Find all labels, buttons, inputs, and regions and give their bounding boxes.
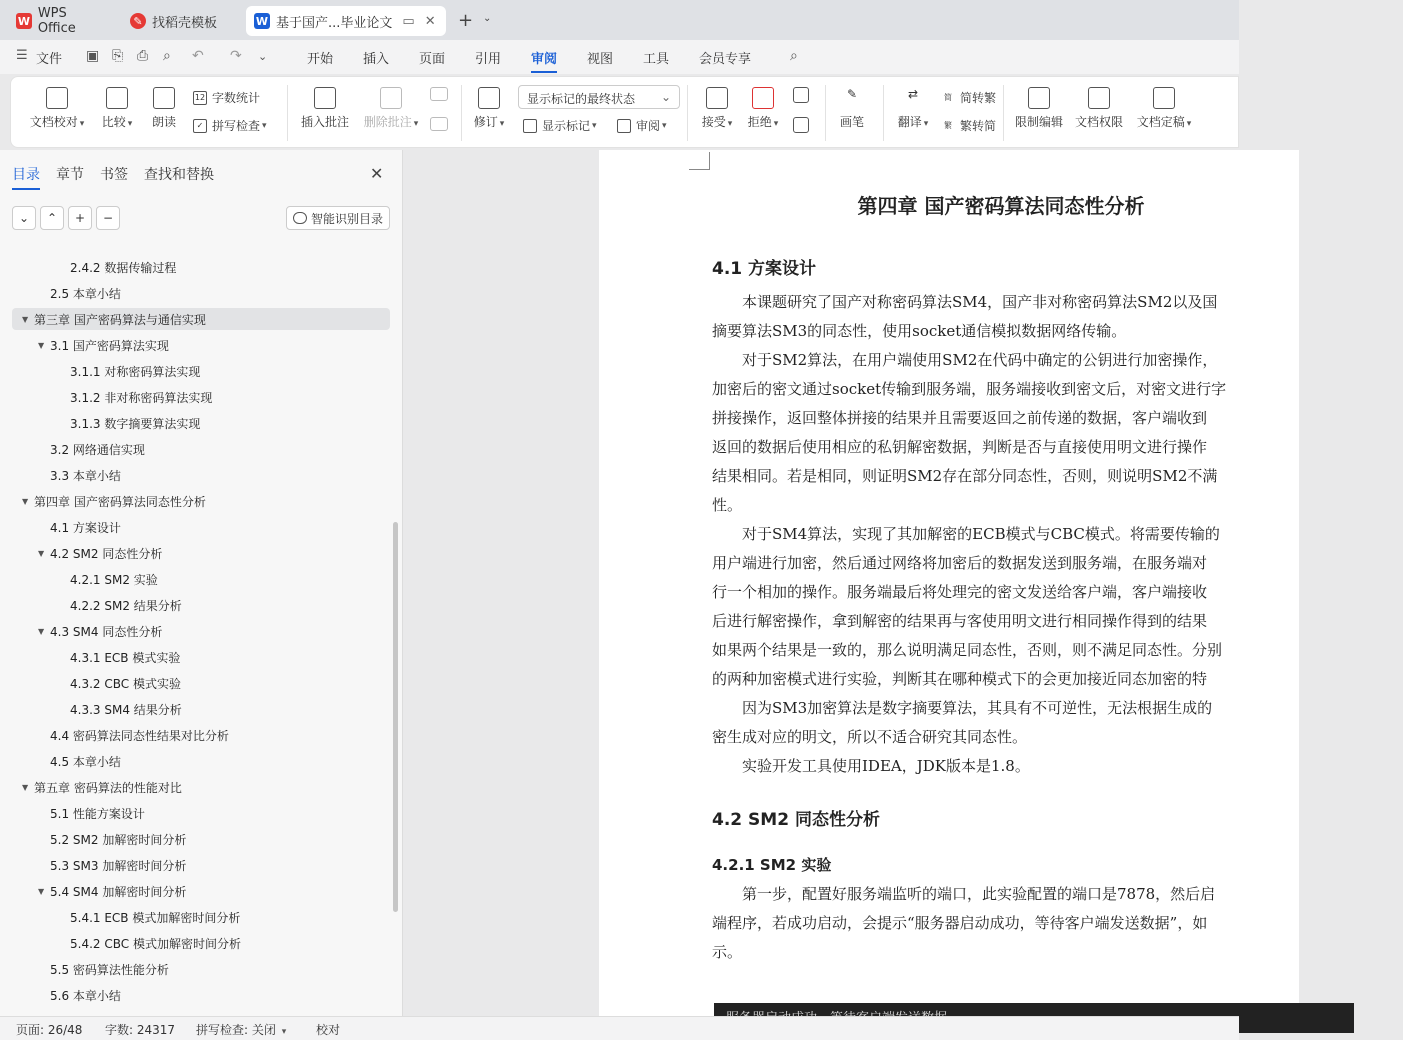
toc-item-label: 第五章 密码算法的性能对比	[34, 780, 182, 795]
prev-comment-icon	[430, 87, 448, 101]
toc-item[interactable]	[54, 256, 176, 278]
toc-item[interactable]	[54, 568, 158, 590]
toc-item[interactable]	[54, 594, 182, 616]
ribbon-divider	[461, 85, 462, 141]
text-line: 端程序，若成功启动，会提示“服务器启动成功，等待客户端发送数据”，如	[712, 914, 1208, 932]
chevron-down-icon: ⌄	[18, 211, 30, 225]
review-pane-icon	[617, 119, 631, 133]
word-count-button[interactable]: 12 字数统计	[194, 91, 261, 105]
show-markup-icon	[523, 119, 537, 133]
ribbon-divider	[687, 85, 688, 141]
toc-item[interactable]	[38, 984, 121, 1006]
menu-home[interactable]: 开始	[307, 52, 334, 67]
toc-item-label: 3.1.1 对称密码算法实现	[70, 364, 201, 379]
toc-item-label: 5.3 SM3 加解密时间分析	[50, 858, 187, 873]
chevron-down-icon[interactable]: ⌄	[258, 50, 268, 63]
to-simplified-button[interactable]: 繁 繁转简	[941, 117, 996, 134]
text-line: 如果两个结果是一致的，那么说明满足同态性，否则，则不满足同态性。分别	[712, 641, 1223, 659]
expand-down-button[interactable]	[12, 206, 36, 230]
text-line: 的两种加密模式进行实验，判断其在哪种模式下的会更加接近同态加密的特	[712, 670, 1208, 688]
toc-item-label: 5.1 性能方案设计	[50, 806, 145, 821]
accept-icon	[706, 87, 728, 109]
menu-member[interactable]: 会员专享	[699, 52, 752, 67]
tab-wps-office[interactable]	[8, 6, 116, 36]
comment-delete-icon	[380, 87, 402, 109]
menu-insert[interactable]: 插入	[363, 52, 390, 67]
pen-button[interactable]: ✎ 画笔	[839, 87, 864, 129]
markup-state-select[interactable]: 显示标记的最终状态 ⌄	[518, 85, 680, 109]
toc-item[interactable]	[38, 750, 121, 772]
text-line: 返回的数据后使用相应的私钥解密数据，判断是否与直接使用明文进行操作	[712, 438, 1208, 456]
close-icon[interactable]: ✕	[370, 164, 384, 183]
toc-item[interactable]	[54, 698, 182, 720]
window-tab-bar	[0, 0, 1239, 40]
text-line: 示。	[712, 943, 743, 961]
toc-item-label: 3.3 本章小结	[50, 468, 121, 483]
doc-permission-button[interactable]: 文档权限	[1073, 87, 1125, 130]
toc-item-label: 4.1 方案设计	[50, 520, 121, 535]
menu-reference[interactable]: 引用	[475, 52, 502, 67]
save-icon[interactable]: ▣	[86, 48, 100, 64]
menu-file[interactable]: 文件	[36, 52, 63, 67]
crop-mark	[709, 152, 710, 170]
doc-finalize-button[interactable]: 文档定稿 ▾	[1133, 87, 1195, 130]
prev-change-icon	[793, 87, 809, 103]
text-line: 拼接操作，返回整体拼接的结果并且需要返回之前传递的数据，客户端收到	[712, 409, 1208, 427]
collapse-up-button[interactable]	[40, 206, 64, 230]
tab-thesis-document[interactable]	[246, 6, 446, 36]
chevron-down-icon: ⌄	[660, 90, 671, 104]
crop-mark	[689, 169, 709, 170]
text-line: 摘要算法SM3的同态性，使用socket通信模拟数据网络传输。	[712, 322, 1127, 340]
toc-item-label: 4.2 SM2 同态性分析	[50, 546, 163, 561]
show-markup-button[interactable]: 显示标记 ▾	[523, 117, 597, 134]
link-icon[interactable]: ⎘	[112, 48, 124, 64]
collapse-triangle-icon[interactable]: ▼	[22, 496, 29, 506]
simplified-char-icon: 繁	[944, 121, 952, 130]
paragraph	[712, 880, 1352, 967]
toc-item[interactable]	[54, 412, 200, 434]
tab-toc[interactable]: 目录	[12, 164, 40, 190]
toc-item-label: 5.4.2 CBC 模式加解密时间分析	[70, 936, 241, 951]
nav-scrollbar[interactable]	[393, 522, 398, 912]
text-line: 本课题研究了国产对称密码算法SM4，国产非对称密码算法SM2以及国	[742, 293, 1218, 311]
toc-item[interactable]	[22, 490, 206, 512]
tab-window-icon[interactable]: ▭	[402, 13, 415, 29]
print-preview-icon[interactable]: ⌕	[163, 48, 171, 64]
redo-icon[interactable]: ↷	[230, 48, 242, 64]
navigation-pane	[0, 150, 403, 1016]
word-count[interactable]: 字数: 24317	[105, 1023, 176, 1037]
toc-item-label: 2.4.2 数据传输过程	[70, 260, 177, 275]
menu-view[interactable]: 视图	[587, 52, 614, 67]
menu-tools[interactable]: 工具	[643, 52, 670, 67]
collapse-triangle-icon[interactable]: ▼	[22, 314, 29, 324]
proofread-status[interactable]: 校对	[316, 1023, 341, 1037]
toc-item-label: 4.2.1 SM2 实验	[70, 572, 158, 587]
compare-icon	[106, 87, 128, 109]
text-line: 行一个相加的操作。服务端最后将处理完的密文发送给客户端，客户端接收	[712, 583, 1208, 601]
print-icon[interactable]: ⎙	[137, 48, 149, 64]
document-page[interactable]	[599, 150, 1299, 1016]
tab-label: 基于国产...毕业论文	[276, 15, 393, 31]
toc-item-label: 3.1.2 非对称密码算法实现	[70, 390, 213, 405]
text-line: 对于SM4算法，实现了其加解密的ECB模式与CBC模式。将需要传输的	[742, 525, 1220, 543]
ribbon-divider	[825, 85, 826, 141]
track-changes-button[interactable]: 修订 ▾	[469, 87, 509, 130]
page-indicator[interactable]: 页面: 26/48	[16, 1023, 83, 1037]
text-line: 密生成对应的明文，所以不适合研究其同态性。	[712, 728, 1028, 746]
text-line: 后进行解密操作，拿到解密的结果再与客使用明文进行相同操作得到的结果	[712, 612, 1208, 630]
toc-item-label: 4.2.2 SM2 结果分析	[70, 598, 182, 613]
toc-item[interactable]	[38, 438, 145, 460]
paragraph	[712, 520, 1352, 694]
translate-icon: ⇄	[907, 87, 919, 101]
toc-item-label: 4.5 本章小结	[50, 754, 121, 769]
toc-item[interactable]	[54, 360, 200, 382]
text-line: 第一步，配置好服务端监听的端口，此实验配置的端口是7878，然后启	[742, 885, 1216, 903]
text-line: 对于SM2算法，在用户端使用SM2在代码中确定的公钥进行加密操作，	[742, 351, 1218, 369]
paragraph	[712, 288, 1352, 346]
menu-bar	[0, 40, 1239, 74]
smart-recognize-icon	[293, 212, 307, 224]
menu-review[interactable]: 审阅	[531, 48, 557, 67]
tab-find-replace[interactable]: 查找和替换	[144, 167, 214, 183]
next-comment-button[interactable]	[429, 117, 449, 135]
spell-check-status[interactable]: 拼写检查: 关闭 ▾	[196, 1023, 287, 1037]
comment-add-icon	[314, 87, 336, 109]
doc-proof-button[interactable]: 文档校对 ▾	[27, 87, 87, 130]
restrict-edit-button[interactable]: 限制编辑	[1013, 87, 1065, 130]
section-heading-4-1: 4.1 方案设计	[712, 259, 817, 279]
word-doc-icon: W	[255, 14, 269, 28]
insert-comment-button[interactable]: 插入批注	[299, 87, 351, 130]
toc-item[interactable]	[38, 542, 162, 564]
spell-check-icon: ✓	[193, 119, 207, 133]
read-aloud-button[interactable]: 朗读	[149, 87, 179, 130]
track-changes-icon	[478, 87, 500, 109]
text-line: 结果相同。若是相同，则证明SM2存在部分同态性，否则，则说明SM2不满	[712, 467, 1218, 485]
toc-item[interactable]	[38, 282, 121, 304]
tab-bookmarks[interactable]: 书签	[100, 167, 128, 183]
collapse-triangle-icon[interactable]: ▼	[22, 782, 29, 792]
prev-change-button[interactable]	[791, 87, 811, 107]
chevron-down-icon[interactable]: ⌄	[483, 13, 492, 24]
toc-item[interactable]	[38, 802, 145, 824]
tab-sections[interactable]: 章节	[56, 167, 84, 183]
reject-button[interactable]: 拒绝 ▾	[745, 87, 781, 130]
translate-button[interactable]: ⇄ 翻译 ▾	[897, 87, 929, 129]
toc-item-label: 5.5 密码算法性能分析	[50, 962, 169, 977]
prev-comment-button[interactable]	[429, 87, 449, 105]
text-line: 实验开发工具使用IDEA，JDK版本是1.8。	[742, 757, 1030, 775]
chevron-up-icon: ⌃	[46, 211, 58, 225]
new-tab-icon[interactable]: +	[458, 10, 474, 31]
paragraph	[712, 694, 1352, 752]
toc-item[interactable]	[38, 516, 121, 538]
toc-item[interactable]	[54, 646, 180, 668]
toc-item[interactable]	[38, 828, 186, 850]
toc-item-label: 5.4.1 ECB 模式加解密时间分析	[70, 910, 241, 925]
ribbon-divider	[1003, 85, 1004, 141]
toc-item-label: 4.3 SM4 同态性分析	[50, 624, 163, 639]
next-change-icon	[793, 117, 809, 133]
delete-comment-button[interactable]: 删除批注 ▾	[361, 87, 421, 130]
toc-item[interactable]	[38, 880, 186, 902]
toc-item[interactable]	[38, 854, 186, 876]
collapse-triangle-icon[interactable]: ▼	[38, 886, 45, 896]
toc-item[interactable]	[38, 334, 169, 356]
traditional-char-icon: 简	[944, 93, 952, 102]
toc-item-label: 4.3.1 ECB 模式实验	[70, 650, 181, 665]
word-count-icon: 12	[193, 91, 207, 105]
chapter-title: 第四章 国产密码算法同态性分析	[857, 194, 1145, 218]
toc-item[interactable]	[38, 620, 162, 642]
toc-item-label: 3.2 网络通信实现	[50, 442, 145, 457]
toc-item-label: 2.5 本章小结	[50, 286, 121, 301]
compare-button[interactable]: 比较 ▾	[97, 87, 137, 130]
document-area[interactable]	[404, 150, 1239, 1016]
docer-icon: ✎	[130, 13, 146, 29]
toc-item[interactable]	[54, 386, 212, 408]
read-aloud-icon	[153, 87, 175, 109]
remove-heading-button[interactable]	[96, 206, 120, 230]
collapse-triangle-icon[interactable]: ▼	[38, 626, 45, 636]
text-line: 用户端进行加密，然后通过网络将加密后的数据发送到服务端，在服务端对	[712, 554, 1208, 572]
toc-item-label: 4.3.3 SM4 结果分析	[70, 702, 182, 717]
undo-icon[interactable]: ↶	[192, 48, 204, 64]
toc-item-label: 3.1.3 数字摘要算法实现	[70, 416, 201, 431]
toc-item-label: 第三章 国产密码算法与通信实现	[34, 312, 206, 327]
paragraph	[712, 346, 1352, 520]
toc-item-label: 4.4 密码算法同态性结果对比分析	[50, 728, 229, 743]
tab-label: WPS Office	[37, 6, 76, 36]
reject-icon	[752, 87, 774, 109]
doc-proof-icon	[46, 87, 68, 109]
lock-doc-icon	[1028, 87, 1050, 109]
next-change-button[interactable]	[791, 117, 811, 137]
toc-item-label: 5.4 SM4 加解密时间分析	[50, 884, 187, 899]
search-icon[interactable]: ⌕	[790, 48, 798, 64]
nav-tabs	[12, 164, 214, 190]
review-pane-button[interactable]: 审阅 ▾	[617, 117, 667, 134]
text-line: 加密后的密文通过socket传输到服务端，服务端接收到密文后，对密文进行字	[712, 380, 1227, 398]
toc-item[interactable]	[38, 724, 229, 746]
ribbon-divider	[287, 85, 288, 141]
text-line: 性。	[712, 496, 743, 514]
toc-item[interactable]	[54, 932, 241, 954]
paragraph	[712, 752, 1352, 781]
toc-item-label: 5.6 本章小结	[50, 988, 121, 1003]
text-line: 因为SM3加密算法是数字摘要算法，其具有不可逆性，无法根据生成的	[742, 699, 1213, 717]
plus-icon: +	[74, 211, 86, 225]
toc-item-label: 4.3.2 CBC 模式实验	[70, 676, 181, 691]
section-heading-4-2-1: 4.2.1 SM2 实验	[712, 856, 832, 874]
toc-item[interactable]	[22, 776, 182, 798]
close-icon[interactable]: ✕	[424, 13, 436, 29]
doc-permission-icon	[1088, 87, 1110, 109]
tab-docer-templates[interactable]	[122, 6, 240, 36]
tab-label: 找稻壳模板	[152, 15, 218, 31]
toc-item-label: 3.1 国产密码算法实现	[50, 338, 169, 353]
toc-item[interactable]	[12, 308, 390, 330]
chevron-down-icon: ▾	[281, 1027, 287, 1037]
toc-item[interactable]	[38, 958, 169, 980]
toc-item-label: 5.2 SM2 加解密时间分析	[50, 832, 187, 847]
section-heading-4-2: 4.2 SM2 同态性分析	[712, 810, 880, 830]
toc-item[interactable]	[54, 906, 240, 928]
toc-item[interactable]	[38, 464, 121, 486]
pen-icon: ✎	[846, 87, 858, 101]
ribbon-review	[10, 76, 1239, 148]
ribbon-divider	[883, 85, 884, 141]
toc-item-label: 第四章 国产密码算法同态性分析	[34, 494, 206, 509]
minus-icon: −	[102, 211, 114, 225]
doc-finalize-icon	[1153, 87, 1175, 109]
collapse-triangle-icon[interactable]: ▼	[38, 340, 45, 350]
status-bar	[0, 1016, 1239, 1040]
toc-item[interactable]	[54, 672, 181, 694]
smart-toc-button[interactable]: 智能识别目录	[286, 206, 390, 230]
to-traditional-button[interactable]: 简 简转繁	[941, 89, 996, 106]
next-comment-icon	[430, 117, 448, 131]
hamburger-icon[interactable]: ☰	[16, 48, 28, 63]
menu-page[interactable]: 页面	[419, 52, 446, 67]
wps-logo-icon: W	[17, 14, 30, 28]
collapse-triangle-icon[interactable]: ▼	[38, 548, 45, 558]
accept-button[interactable]: 接受 ▾	[699, 87, 735, 130]
spell-check-button[interactable]: ✓ 拼写检查 ▾	[193, 117, 267, 134]
add-heading-button[interactable]	[68, 206, 92, 230]
